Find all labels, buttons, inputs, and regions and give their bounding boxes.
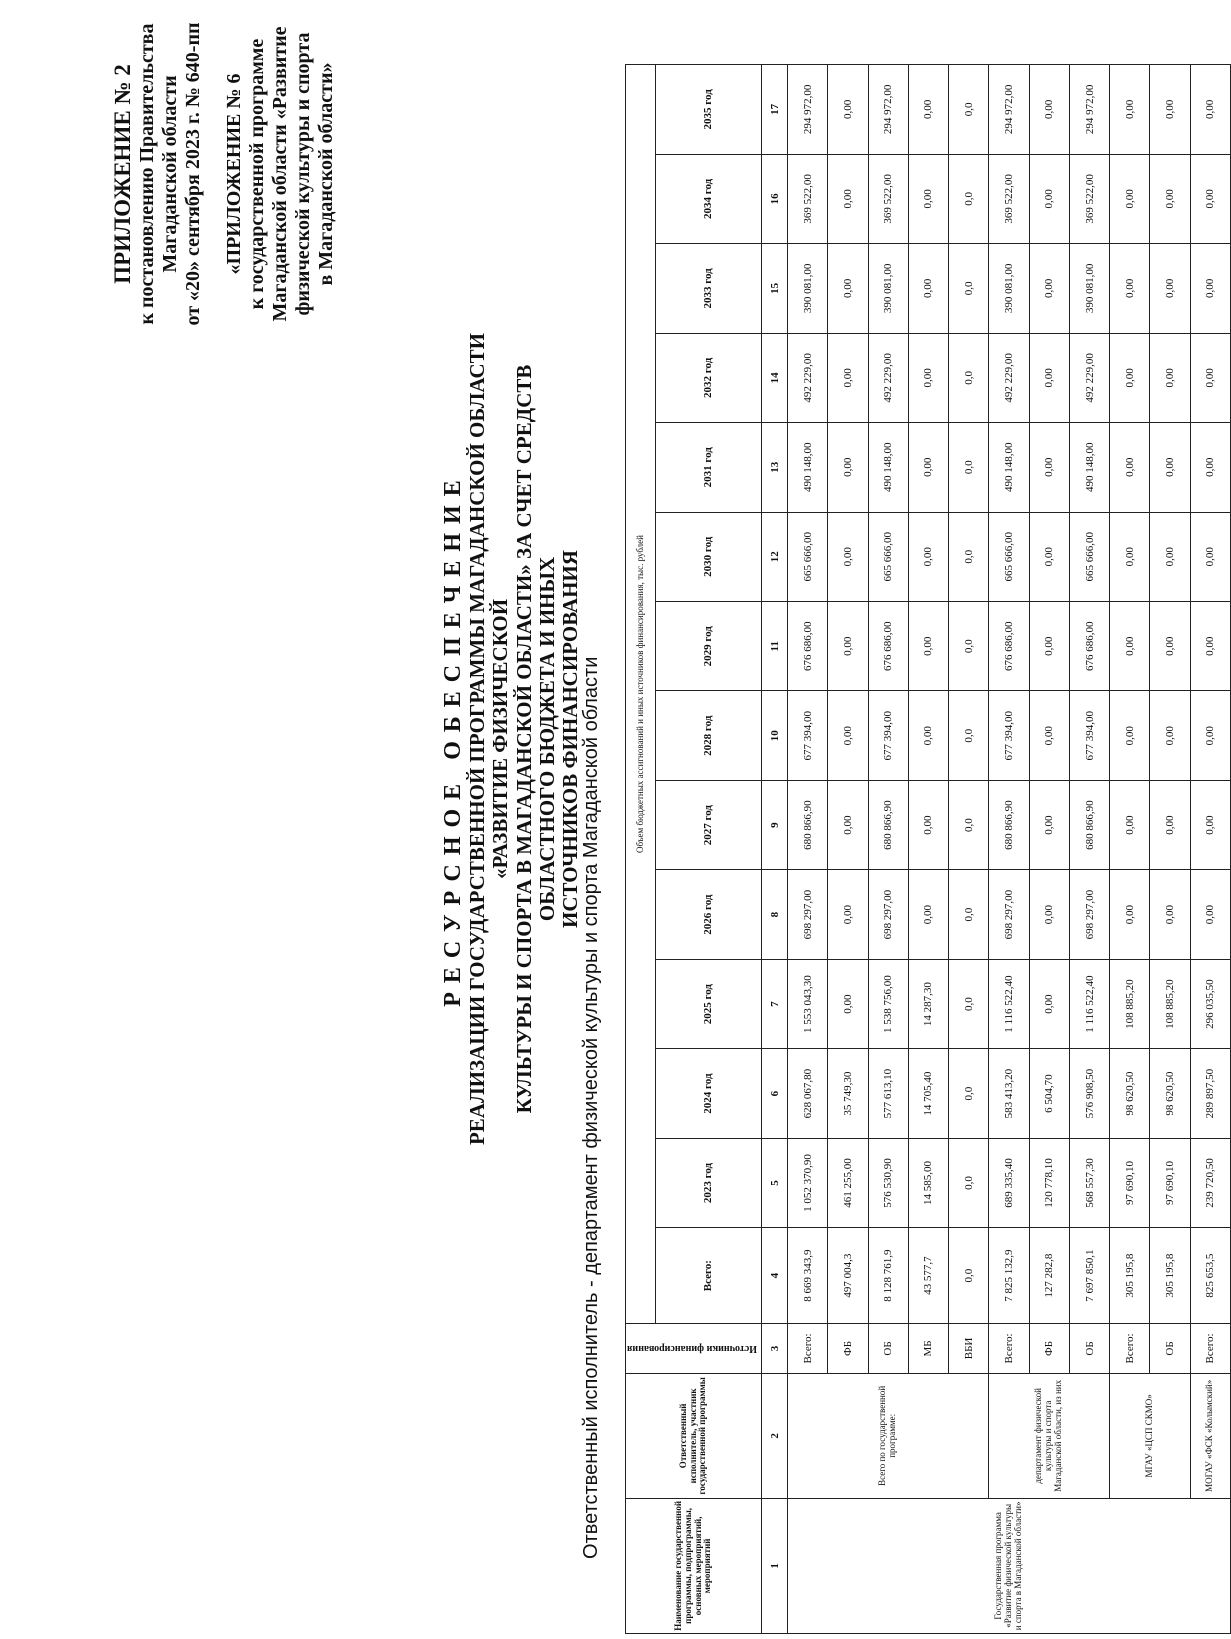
value-cell: 665 666,00 xyxy=(1069,512,1109,601)
column-number: 6 xyxy=(762,1049,788,1138)
value-cell: 0,00 xyxy=(908,154,948,243)
value-cell: 1 116 522,40 xyxy=(1069,959,1109,1048)
value-cell: 0,00 xyxy=(828,780,868,869)
source-cell: МБ xyxy=(908,1323,948,1373)
value-cell: 497 004,3 xyxy=(828,1228,868,1324)
value-cell: 676 686,00 xyxy=(989,602,1029,691)
value-cell: 296 035,50 xyxy=(1190,959,1230,1048)
value-cell: 7 825 132,9 xyxy=(989,1228,1029,1324)
value-cell: 0,00 xyxy=(1029,423,1069,512)
appendix-inner-line: Магаданской области «Развитие xyxy=(269,26,292,322)
value-cell: 689 335,40 xyxy=(989,1138,1029,1227)
column-number: 16 xyxy=(762,154,788,243)
value-cell: 0,0 xyxy=(949,602,989,691)
value-cell: 390 081,00 xyxy=(989,244,1029,333)
title-line: РЕАЛИЗАЦИИ ГОСУДАРСТВЕННОЙ ПРОГРАММЫ МАГАДАНСКОЙ ОБЛАСТИ «РАЗВИТИЕ ФИЗИЧЕСКОЙ xyxy=(465,332,513,1146)
value-cell: 676 686,00 xyxy=(868,602,908,691)
header-executor: Ответственный исполнитель, участник государственной программы xyxy=(626,1373,762,1498)
value-cell: 0,00 xyxy=(828,154,868,243)
value-cell: 390 081,00 xyxy=(1069,244,1109,333)
value-cell: 0,0 xyxy=(949,244,989,333)
header-year: 2024 год xyxy=(655,1049,761,1138)
source-cell: Всего: xyxy=(1190,1323,1230,1373)
value-cell: 0,00 xyxy=(1150,154,1190,243)
value-cell: 0,00 xyxy=(828,959,868,1048)
table-row xyxy=(989,65,1029,1634)
value-cell: 677 394,00 xyxy=(989,691,1029,780)
value-cell: 0,00 xyxy=(1190,154,1230,243)
value-cell: 8 128 761,9 xyxy=(868,1228,908,1324)
value-cell: 0,0 xyxy=(949,1228,989,1324)
value-cell: 0,00 xyxy=(1029,691,1069,780)
value-cell: 0,00 xyxy=(908,244,948,333)
value-cell: 0,00 xyxy=(1029,602,1069,691)
value-cell: 0,00 xyxy=(1190,333,1230,422)
column-number: 14 xyxy=(762,333,788,422)
appendix-inner-line: в Магаданской области» xyxy=(315,62,338,286)
value-cell: 0,00 xyxy=(828,244,868,333)
column-number: 2 xyxy=(762,1373,788,1498)
value-cell: 0,0 xyxy=(949,154,989,243)
value-cell: 294 972,00 xyxy=(989,65,1029,155)
column-number: 8 xyxy=(762,870,788,959)
title-line: ИСТОЧНИКОВ ФИНАНСИРОВАНИЯ xyxy=(557,550,582,928)
value-cell: 0,00 xyxy=(1110,870,1150,959)
value-cell: 14 287,30 xyxy=(908,959,948,1048)
value-cell: 698 297,00 xyxy=(868,870,908,959)
header-year: 2029 год xyxy=(655,602,761,691)
value-cell: 120 778,10 xyxy=(1029,1138,1069,1227)
source-cell: ОБ xyxy=(868,1323,908,1373)
value-cell: 0,00 xyxy=(908,691,948,780)
value-cell: 1 052 370,90 xyxy=(788,1138,828,1227)
resource-table xyxy=(625,64,1231,1634)
value-cell: 0,00 xyxy=(908,333,948,422)
value-cell: 98 620,50 xyxy=(1150,1049,1190,1138)
value-cell: 294 972,00 xyxy=(1069,65,1109,155)
value-cell: 369 522,00 xyxy=(1069,154,1109,243)
value-cell: 0,00 xyxy=(908,780,948,869)
value-cell: 294 972,00 xyxy=(868,65,908,155)
value-cell: 0,0 xyxy=(949,65,989,155)
value-cell: 0,00 xyxy=(1029,154,1069,243)
value-cell: 0,0 xyxy=(949,512,989,601)
value-cell: 0,00 xyxy=(908,423,948,512)
value-cell: 0,00 xyxy=(1029,959,1069,1048)
column-number: 17 xyxy=(762,65,788,155)
executor-cell: департамент физической культуры и спорта Магаданской области, из них xyxy=(989,1373,1110,1498)
value-cell: 461 255,00 xyxy=(828,1138,868,1227)
value-cell: 6 504,70 xyxy=(1029,1049,1069,1138)
executor-cell: МОГАУ «ФСК «Колымский» xyxy=(1190,1373,1230,1498)
value-cell: 680 866,90 xyxy=(788,780,828,869)
header-volume: Объем бюджетных ассигнований и иных источников финансирования, тыс. рублей xyxy=(626,65,656,1324)
value-cell: 35 749,30 xyxy=(828,1049,868,1138)
value-cell: 0,00 xyxy=(1190,602,1230,691)
header-year: 2031 год xyxy=(655,423,761,512)
value-cell: 0,00 xyxy=(1190,870,1230,959)
column-number: 4 xyxy=(762,1228,788,1324)
value-cell: 305 195,8 xyxy=(1110,1228,1150,1324)
header-year: 2023 год xyxy=(655,1138,761,1227)
value-cell: 0,00 xyxy=(1150,423,1190,512)
value-cell: 1 538 756,00 xyxy=(868,959,908,1048)
column-number: 10 xyxy=(762,691,788,780)
value-cell: 0,00 xyxy=(1110,602,1150,691)
value-cell: 0,0 xyxy=(949,691,989,780)
appendix-inner-line: физической культуры и спорта xyxy=(292,32,315,316)
value-cell: 0,00 xyxy=(1029,870,1069,959)
value-cell: 0,00 xyxy=(828,333,868,422)
appendix-date-line: от «20» сентября 2023 г. № 640-пп xyxy=(182,22,205,326)
value-cell: 0,00 xyxy=(1150,780,1190,869)
value-cell: 0,00 xyxy=(1110,691,1150,780)
value-cell: 0,00 xyxy=(1150,691,1190,780)
executor-cell: МГАУ «ЦСП СКМО» xyxy=(1110,1373,1191,1498)
responsible-executor: Ответственный исполнитель - департамент физической культуры и спорта Магаданской области xyxy=(580,656,602,1559)
value-cell: 676 686,00 xyxy=(1069,602,1109,691)
header-year: 2025 год xyxy=(655,959,761,1048)
value-cell: 0,00 xyxy=(1150,244,1190,333)
value-cell: 680 866,90 xyxy=(989,780,1029,869)
appendix-ref-line: к постановлению Правительства xyxy=(136,23,159,325)
value-cell: 294 972,00 xyxy=(788,65,828,155)
value-cell: 0,00 xyxy=(1150,602,1190,691)
value-cell: 0,00 xyxy=(828,870,868,959)
table-row xyxy=(788,65,828,1634)
value-cell: 0,00 xyxy=(908,65,948,155)
value-cell: 97 690,10 xyxy=(1110,1138,1150,1227)
value-cell: 492 229,00 xyxy=(868,333,908,422)
value-cell: 568 557,30 xyxy=(1069,1138,1109,1227)
value-cell: 0,00 xyxy=(908,870,948,959)
value-cell: 492 229,00 xyxy=(989,333,1029,422)
header-year: 2034 год xyxy=(655,154,761,243)
header-year: 2027 год xyxy=(655,780,761,869)
value-cell: 390 081,00 xyxy=(788,244,828,333)
value-cell: 0,00 xyxy=(1110,423,1150,512)
value-cell: 369 522,00 xyxy=(868,154,908,243)
title-spaced: РЕСУРСНОЕ ОБЕСПЕЧЕНИЕ xyxy=(440,471,466,1007)
value-cell: 0,00 xyxy=(1150,512,1190,601)
value-cell: 583 413,20 xyxy=(989,1049,1029,1138)
header-total: Всего: xyxy=(655,1228,761,1324)
value-cell: 0,00 xyxy=(1110,65,1150,155)
source-cell: ФБ xyxy=(1029,1323,1069,1373)
value-cell: 1 116 522,40 xyxy=(989,959,1029,1048)
value-cell: 0,00 xyxy=(828,423,868,512)
value-cell: 369 522,00 xyxy=(788,154,828,243)
executor-cell: Всего по государственной программе: xyxy=(788,1373,989,1498)
value-cell: 0,00 xyxy=(1190,244,1230,333)
value-cell: 7 697 850,1 xyxy=(1069,1228,1109,1324)
value-cell: 665 666,00 xyxy=(868,512,908,601)
header-source-label: Источники финансирования xyxy=(627,1342,757,1354)
value-cell: 665 666,00 xyxy=(989,512,1029,601)
header-source xyxy=(626,1323,762,1373)
value-cell: 369 522,00 xyxy=(989,154,1029,243)
value-cell: 0,00 xyxy=(1190,691,1230,780)
program-name-cell: Государственная программа «Развитие физической культуры и спорта в Магаданской области» xyxy=(788,1498,1231,1633)
column-number: 3 xyxy=(762,1323,788,1373)
value-cell: 0,00 xyxy=(1190,423,1230,512)
value-cell: 677 394,00 xyxy=(1069,691,1109,780)
column-number: 9 xyxy=(762,780,788,869)
value-cell: 490 148,00 xyxy=(989,423,1029,512)
value-cell: 698 297,00 xyxy=(788,870,828,959)
value-cell: 825 653,5 xyxy=(1190,1228,1230,1324)
source-cell: ФБ xyxy=(828,1323,868,1373)
value-cell: 0,00 xyxy=(1029,780,1069,869)
value-cell: 0,00 xyxy=(1190,512,1230,601)
value-cell: 1 553 043,30 xyxy=(788,959,828,1048)
value-cell: 390 081,00 xyxy=(868,244,908,333)
header-year: 2032 год xyxy=(655,333,761,422)
value-cell: 576 530,90 xyxy=(868,1138,908,1227)
value-cell: 698 297,00 xyxy=(989,870,1029,959)
value-cell: 0,00 xyxy=(1029,333,1069,422)
value-cell: 0,00 xyxy=(828,65,868,155)
source-cell: ОБ xyxy=(1150,1323,1190,1373)
value-cell: 108 885,20 xyxy=(1110,959,1150,1048)
table-row xyxy=(1110,65,1150,1634)
value-cell: 0,00 xyxy=(1150,870,1190,959)
value-cell: 14 705,40 xyxy=(908,1049,948,1138)
value-cell: 0,00 xyxy=(1029,512,1069,601)
value-cell: 680 866,90 xyxy=(868,780,908,869)
value-cell: 0,0 xyxy=(949,870,989,959)
value-cell: 108 885,20 xyxy=(1150,959,1190,1048)
value-cell: 0,0 xyxy=(949,1049,989,1138)
value-cell: 492 229,00 xyxy=(1069,333,1109,422)
value-cell: 0,00 xyxy=(828,602,868,691)
header-year: 2033 год xyxy=(655,244,761,333)
value-cell: 98 620,50 xyxy=(1110,1049,1150,1138)
value-cell: 289 897,50 xyxy=(1190,1049,1230,1138)
column-number: 5 xyxy=(762,1138,788,1227)
header-year: 2030 год xyxy=(655,512,761,601)
value-cell: 0,00 xyxy=(828,691,868,780)
column-number: 12 xyxy=(762,512,788,601)
value-cell: 0,0 xyxy=(949,1138,989,1227)
value-cell: 0,00 xyxy=(1190,780,1230,869)
value-cell: 680 866,90 xyxy=(1069,780,1109,869)
value-cell: 127 282,8 xyxy=(1029,1228,1069,1324)
source-cell: Всего: xyxy=(1110,1323,1150,1373)
value-cell: 0,0 xyxy=(949,333,989,422)
value-cell: 665 666,00 xyxy=(788,512,828,601)
value-cell: 677 394,00 xyxy=(788,691,828,780)
value-cell: 698 297,00 xyxy=(1069,870,1109,959)
value-cell: 576 908,50 xyxy=(1069,1049,1109,1138)
value-cell: 490 148,00 xyxy=(1069,423,1109,512)
header-year: 2035 год xyxy=(655,65,761,155)
value-cell: 0,00 xyxy=(1110,244,1150,333)
source-cell: Всего: xyxy=(989,1323,1029,1373)
value-cell: 0,0 xyxy=(949,959,989,1048)
document-title xyxy=(440,309,582,1169)
appendix-header xyxy=(110,19,338,329)
header-name: Наименование государственной программы, подпрограммы, основных мероприятий, мероприятий xyxy=(626,1498,762,1633)
value-cell: 0,00 xyxy=(908,512,948,601)
column-number: 7 xyxy=(762,959,788,1048)
value-cell: 0,00 xyxy=(1110,333,1150,422)
value-cell: 490 148,00 xyxy=(868,423,908,512)
value-cell: 577 613,10 xyxy=(868,1049,908,1138)
value-cell: 0,00 xyxy=(1029,244,1069,333)
column-number: 11 xyxy=(762,602,788,691)
value-cell: 628 067,80 xyxy=(788,1049,828,1138)
value-cell: 676 686,00 xyxy=(788,602,828,691)
value-cell: 305 195,8 xyxy=(1150,1228,1190,1324)
value-cell: 0,00 xyxy=(1190,65,1230,155)
value-cell: 0,00 xyxy=(1029,65,1069,155)
value-cell: 0,00 xyxy=(908,602,948,691)
column-number: 1 xyxy=(762,1498,788,1633)
appendix-inner-line: к государственной программе xyxy=(246,38,269,310)
appendix-ref-line: Магаданской области xyxy=(159,75,182,273)
value-cell: 677 394,00 xyxy=(868,691,908,780)
header-year: 2026 год xyxy=(655,870,761,959)
source-cell: Всего: xyxy=(788,1323,828,1373)
value-cell: 0,00 xyxy=(1110,512,1150,601)
value-cell: 0,00 xyxy=(1110,780,1150,869)
header-year: 2028 год xyxy=(655,691,761,780)
source-cell: ВБИ xyxy=(949,1323,989,1373)
appendix-inner-number: «ПРИЛОЖЕНИЕ № 6 xyxy=(223,73,246,275)
table-row xyxy=(1190,65,1230,1634)
value-cell: 14 585,00 xyxy=(908,1138,948,1227)
title-line: КУЛЬТУРЫ И СПОРТА В МАГАДАНСКОЙ ОБЛАСТИ» ЗА СЧЕТ СРЕДСТВ ОБЛАСТНОГО БЮДЖЕТА И ИНЫХ xyxy=(511,364,559,1114)
column-number: 13 xyxy=(762,423,788,512)
value-cell: 8 669 343,9 xyxy=(788,1228,828,1324)
appendix-number: ПРИЛОЖЕНИЕ № 2 xyxy=(110,64,135,284)
value-cell: 0,00 xyxy=(1150,333,1190,422)
value-cell: 0,0 xyxy=(949,423,989,512)
column-number: 15 xyxy=(762,244,788,333)
value-cell: 492 229,00 xyxy=(788,333,828,422)
value-cell: 0,00 xyxy=(1150,65,1190,155)
value-cell: 239 720,50 xyxy=(1190,1138,1230,1227)
value-cell: 43 577,7 xyxy=(908,1228,948,1324)
value-cell: 0,0 xyxy=(949,780,989,869)
value-cell: 97 690,10 xyxy=(1150,1138,1190,1227)
source-cell: ОБ xyxy=(1069,1323,1109,1373)
value-cell: 0,00 xyxy=(828,512,868,601)
value-cell: 0,00 xyxy=(1110,154,1150,243)
value-cell: 490 148,00 xyxy=(788,423,828,512)
